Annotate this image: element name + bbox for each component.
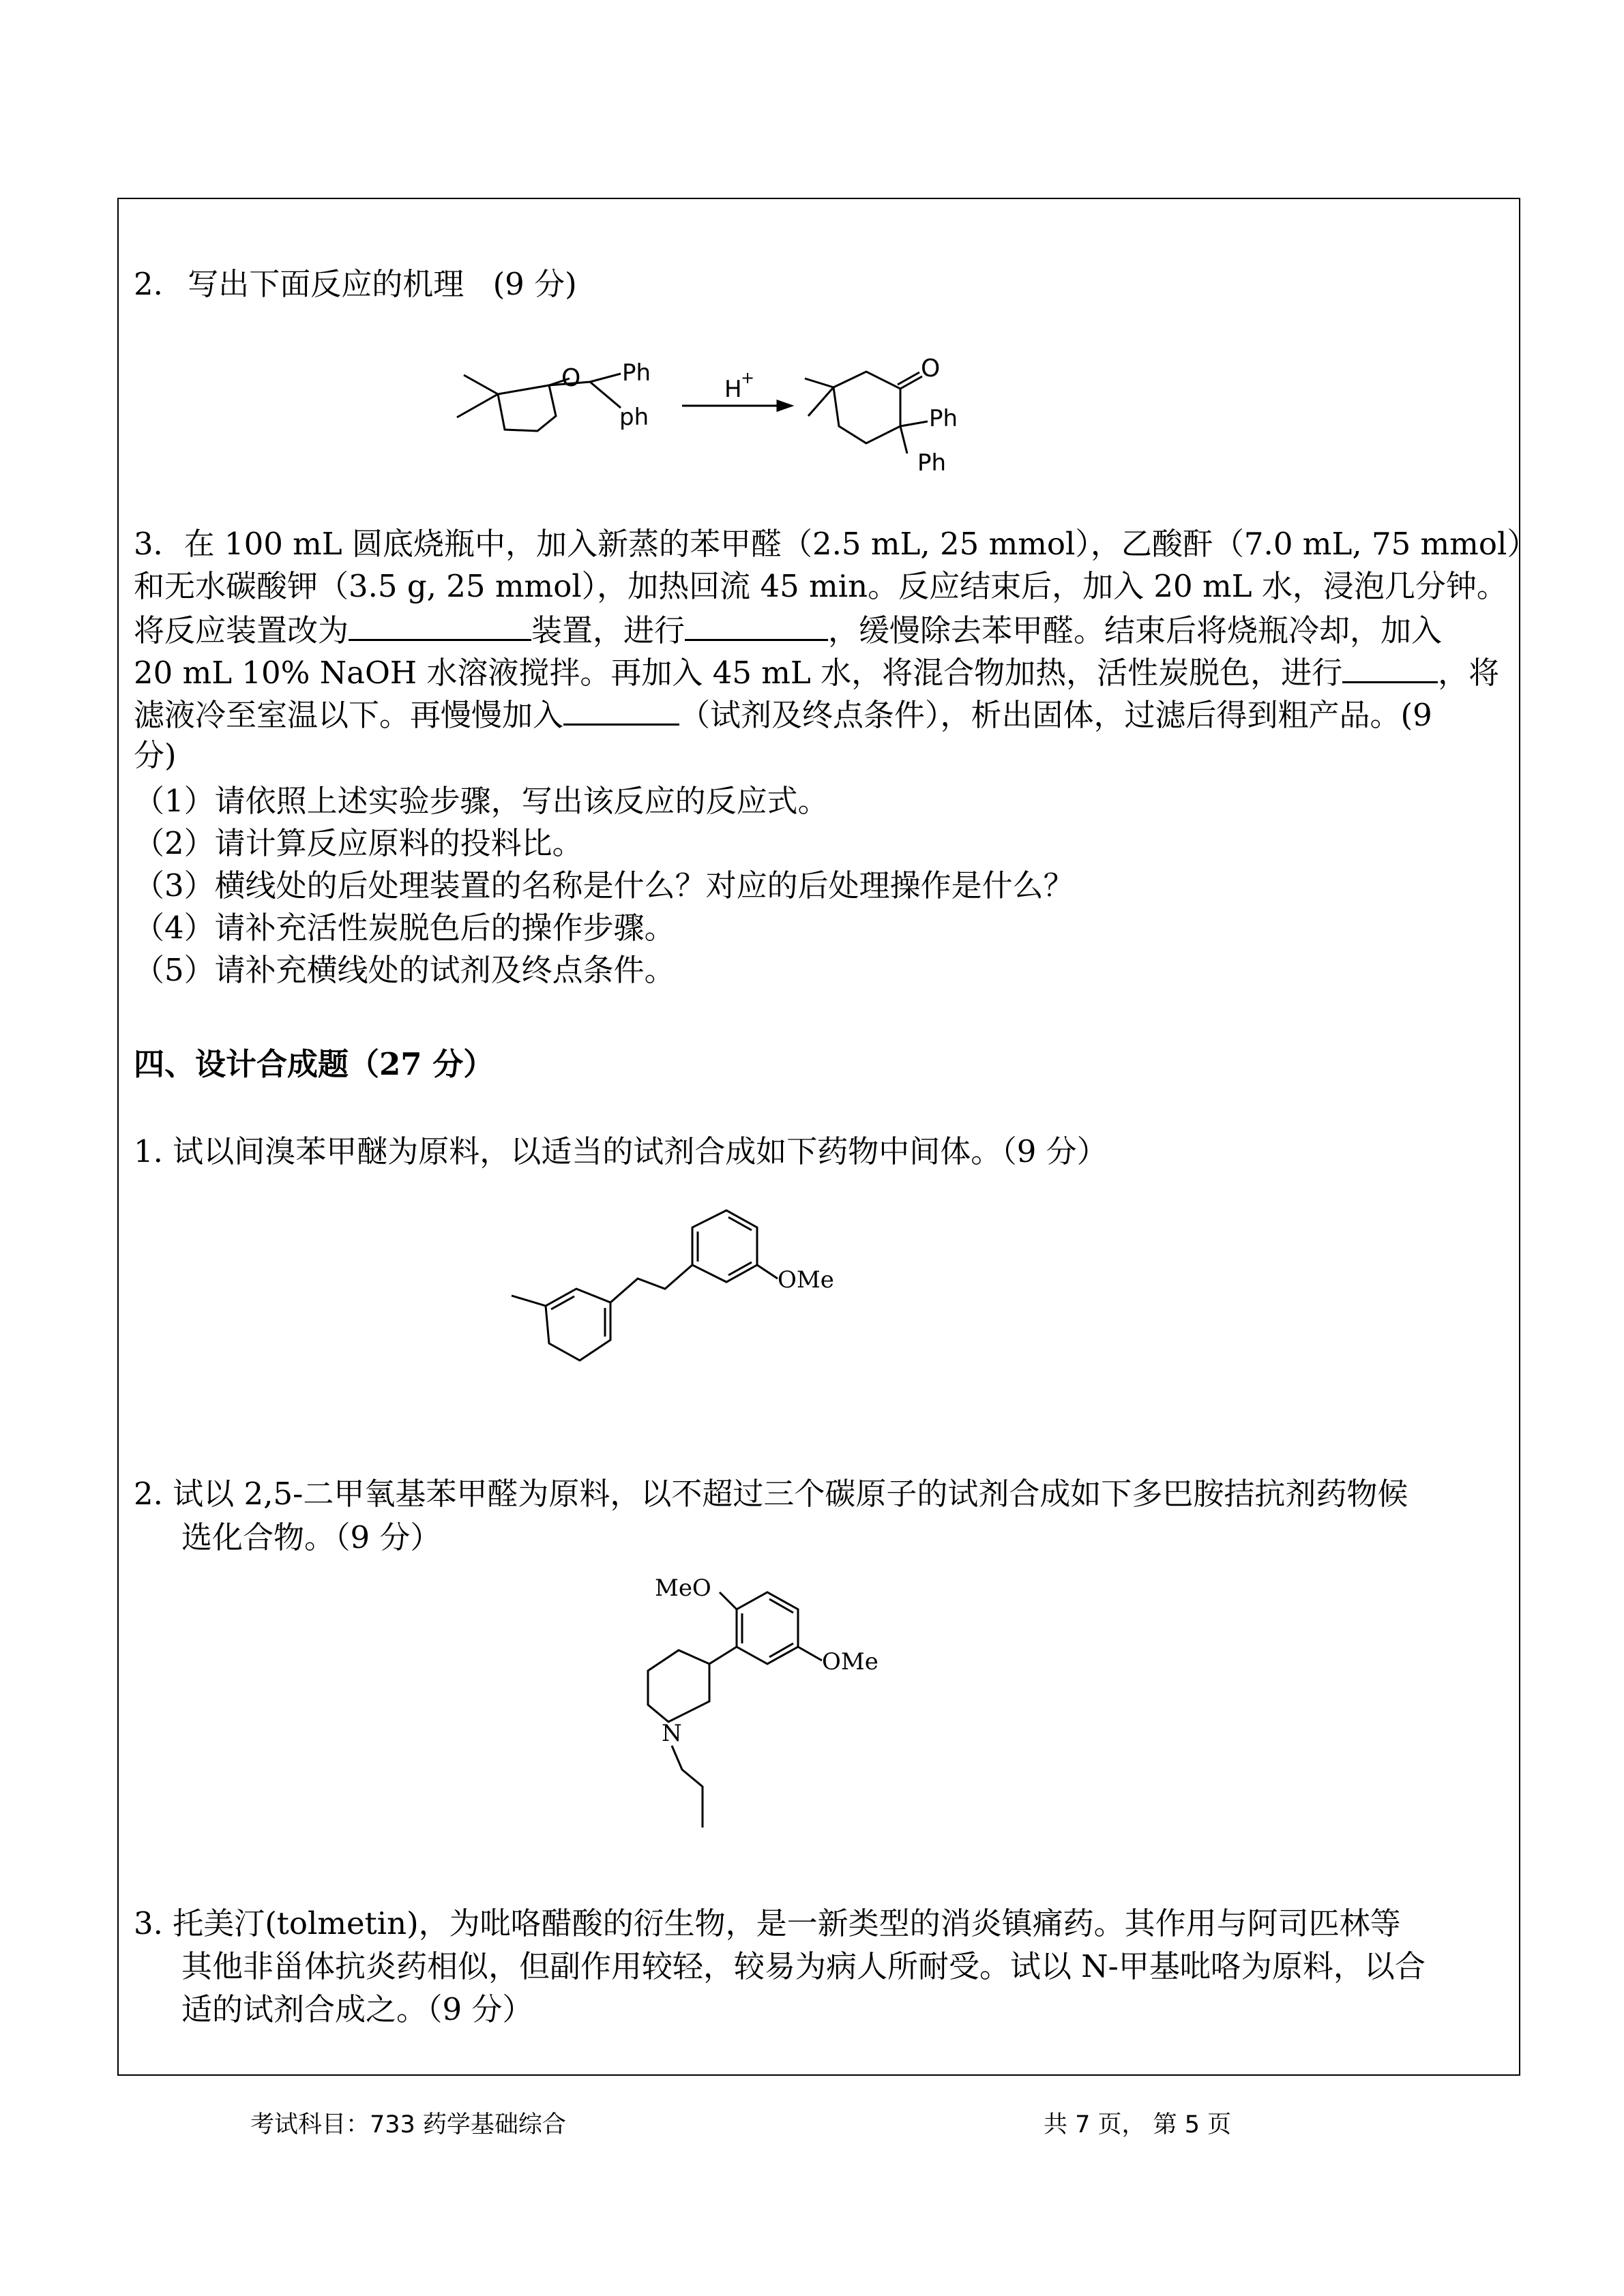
blank-operation[interactable] — [685, 608, 828, 641]
structure-intermediate — [512, 1227, 921, 1384]
q3-line-2: 和无水碳酸钾（3.5 g, 25 mmol），加热回流 45 min。反应结束后，加入 20 mL 水，浸泡几分钟。 — [134, 568, 1507, 604]
s4-q2-line-2: 选化合物。（9 分） — [181, 1519, 441, 1555]
q3-line-6: 分) — [134, 737, 177, 773]
s4-q3-line-2: 其他非甾体抗炎药相似，但副作用较轻，较易为病人所耐受。试以 N-甲基吡咯为原料，以合 — [181, 1948, 1426, 1984]
reaction-scheme — [437, 341, 982, 491]
acid-charge: + — [741, 368, 755, 387]
q3-line-1: 3．在 100 mL 圆底烧瓶中，加入新蒸的苯甲醛（2.5 mL, 25 mmol），乙酸酐（7.0 mL, 75 mmol） — [134, 526, 1538, 562]
q3-line-4: 20 mL 10% NaOH 水溶液搅拌。再加入 45 mL 水，将混合物加热，活性炭脱色，进行 ，将 — [134, 650, 1499, 694]
section4-heading: 四、设计合成题（27 分） — [134, 1046, 494, 1082]
blank-after-decolor[interactable] — [1342, 650, 1438, 683]
q3-line-5: 滤液冷至室温以下。再慢慢加入 （试剂及终点条件），析出固体，过滤后得到粗产品。(9 — [134, 692, 1432, 736]
ketone-oxygen: O — [921, 355, 941, 383]
s4-q3-line-1: 3. 托美汀(tolmetin)，为吡咯醋酸的衍生物，是一新类型的消炎镇痛药。其作用与阿司匹林等 — [134, 1905, 1401, 1941]
s4-q1-text: 1. 试以间溴苯甲醚为原料，以适当的试剂合成如下药物中间体。（9 分） — [134, 1133, 1108, 1169]
s4-q2-line-1: 2. 试以 2,5-二甲氧基苯甲醛为原料，以不超过三个碳原子的试剂合成如下多巴胺拮抗剂药物候 — [134, 1476, 1408, 1512]
footer-subject: 考试科目：733 药学基础综合 — [250, 2111, 566, 2138]
q3-sub-2: （2）请计算反应原料的投料比。 — [134, 825, 583, 861]
q3-sub-1: （1）请依照上述实验步骤，写出该反应的反应式。 — [134, 783, 829, 819]
phenyl-label-2: ph — [619, 404, 649, 431]
cyclohexanone-product — [805, 355, 958, 477]
methoxy-label: OMe — [778, 1266, 834, 1294]
footer-page-count: 共 7 页， 第 5 页 — [1044, 2111, 1232, 2138]
spiro-epoxide-reactant — [457, 359, 651, 431]
blank-reagent[interactable] — [563, 692, 679, 726]
structure-dopamine-antagonist — [600, 1575, 907, 1848]
phenyl-label-3: Ph — [929, 405, 958, 432]
reaction-arrow — [682, 368, 791, 411]
methoxy-label-top: MeO — [655, 1575, 711, 1602]
blank-apparatus[interactable] — [349, 608, 531, 641]
s4-q3-line-3: 适的试剂合成之。（9 分） — [181, 1991, 533, 2027]
epoxide-oxygen: O — [561, 364, 581, 392]
phenyl-label-1: Ph — [622, 359, 651, 387]
methoxy-label-right: OMe — [822, 1648, 879, 1675]
acid-reagent: H — [724, 376, 742, 403]
q3-sub-4: （4）请补充活性炭脱色后的操作步骤。 — [134, 910, 675, 946]
piperidine-nitrogen: N — [662, 1720, 682, 1747]
q3-sub-5: （5）请补充横线处的试剂及终点条件。 — [134, 952, 675, 988]
phenyl-label-4: Ph — [917, 449, 947, 477]
q3-sub-3: （3）横线处的后处理装置的名称是什么？对应的后处理操作是什么？ — [134, 867, 1074, 904]
q2-title: 2. 写出下面反应的机理 (9 分) — [134, 266, 577, 302]
q3-line-3: 将反应装置改为 装置，进行 ，缓慢除去苯甲醛。结束后将烧瓶冷却，加入 — [134, 608, 1442, 652]
